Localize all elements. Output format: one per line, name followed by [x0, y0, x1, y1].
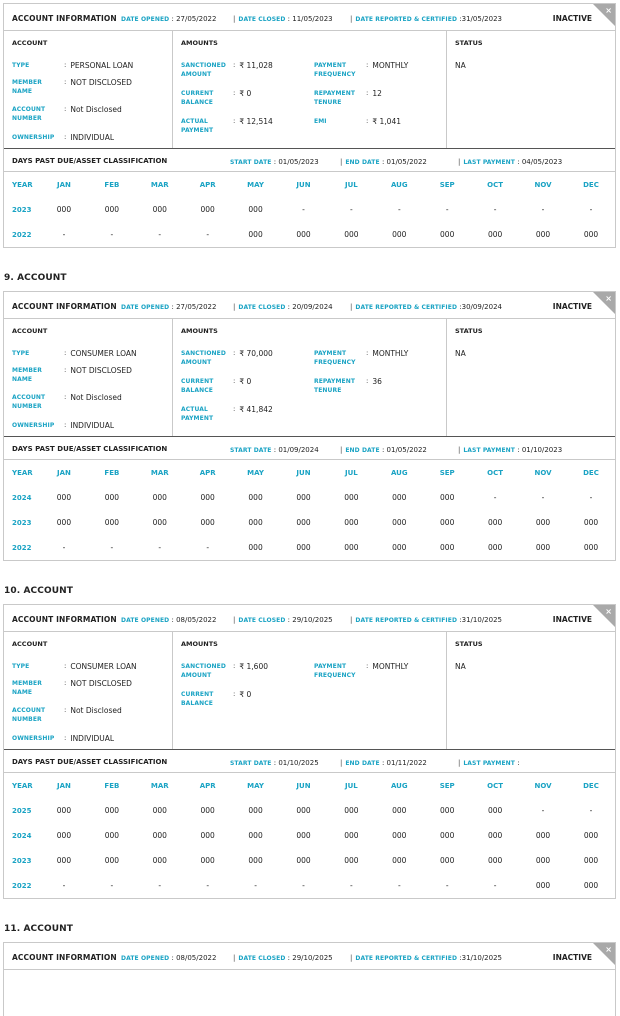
amounts-column [173, 632, 447, 749]
dpd-cell: 000 [392, 518, 407, 527]
date-closed: | DATE CLOSED : 29/10/2025 [233, 954, 333, 962]
account-info-header [4, 292, 615, 319]
dpd-cell: - [206, 543, 210, 552]
dpd-cell: 000 [344, 806, 359, 815]
dpd-cell: 000 [487, 543, 503, 552]
dpd-table [4, 773, 615, 898]
dpd-cell: 000 [487, 806, 503, 815]
account-column-title: ACCOUNT [12, 327, 48, 335]
month-column-header: JUN [296, 468, 311, 477]
repayment-tenure-field: REPAYMENT TENURE : 36 [314, 377, 382, 394]
dpd-cell: 000 [440, 543, 455, 552]
dpd-cell: 000 [583, 881, 599, 890]
account-info-header [4, 605, 615, 632]
date-opened: DATE OPENED : 27/05/2022 [121, 303, 217, 311]
dpd-cell: 000 [104, 493, 120, 502]
account-info-title: ACCOUNT INFORMATION [12, 953, 117, 962]
ownership-field: OWNERSHIP : INDIVIDUAL [12, 734, 115, 743]
type-field: TYPE : CONSUMER LOAN [12, 349, 137, 358]
dpd-row [4, 848, 615, 873]
status-value: NA [455, 662, 466, 671]
dpd-cell: 000 [248, 806, 263, 815]
date-opened: DATE OPENED : 27/05/2022 [121, 15, 217, 23]
current-balance-field: CURRENT BALANCE : ₹ 0 [181, 690, 252, 707]
dpd-cell: - [493, 493, 497, 502]
status-badge: INACTIVE [552, 14, 592, 23]
dpd-header [4, 437, 615, 460]
amounts-column [173, 31, 447, 148]
account-heading: 11. ACCOUNT [4, 924, 73, 934]
amounts-column-title: AMOUNTS [181, 39, 218, 47]
month-column-header: JUL [345, 468, 358, 477]
dpd-cell: 000 [152, 856, 167, 865]
dpd-cell: 000 [56, 493, 72, 502]
dpd-cell: 000 [56, 806, 72, 815]
dpd-cell: - [541, 806, 545, 815]
month-column-header: AUG [390, 781, 408, 790]
month-column-header: DEC [583, 468, 599, 477]
dpd-cell: - [158, 543, 162, 552]
account-number-field: ACCOUNT NUMBER : Not Disclosed [12, 393, 122, 410]
month-column-header: NOV [534, 468, 552, 477]
dpd-row [4, 873, 615, 898]
dpd-cell: - [397, 881, 401, 890]
close-icon[interactable]: × [605, 294, 612, 303]
dpd-cell: 000 [583, 518, 599, 527]
account-details [4, 31, 615, 149]
dpd-cell: 000 [440, 856, 455, 865]
date-closed: | DATE CLOSED : 11/05/2023 [233, 15, 333, 23]
dpd-row [4, 535, 615, 560]
end-date: | END DATE : 01/05/2022 [340, 446, 427, 454]
close-icon[interactable]: × [605, 945, 612, 954]
month-column-header: SEP [439, 781, 455, 790]
dpd-cell: 000 [392, 806, 407, 815]
dpd-cell: 000 [344, 831, 359, 840]
dpd-cell: - [302, 881, 305, 890]
dpd-cell: 000 [487, 856, 503, 865]
account-details [4, 632, 615, 750]
status-value: NA [455, 349, 466, 358]
type-field: TYPE : CONSUMER LOAN [12, 662, 137, 671]
dpd-cell: 000 [583, 831, 599, 840]
emi-field: EMI : ₹ 1,041 [314, 117, 401, 126]
month-column-header: OCT [487, 468, 504, 477]
dpd-cell: - [110, 230, 114, 239]
month-column-header: SEP [439, 468, 455, 477]
dpd-cell: - [62, 230, 66, 239]
dpd-cell: 000 [344, 543, 359, 552]
dpd-year: 2024 [12, 831, 32, 840]
status-column [447, 31, 615, 148]
actual-payment-field: ACTUAL PAYMENT : ₹ 41,842 [181, 405, 273, 422]
month-column-header: APR [199, 468, 216, 477]
dpd-cell: - [445, 205, 449, 214]
month-column-header: FEB [104, 180, 120, 189]
payment-frequency-field: PAYMENT FREQUENCY : MONTHLY [314, 662, 409, 679]
dpd-cell: - [350, 881, 353, 890]
month-column-header: JUN [296, 180, 311, 189]
month-column-header: APR [199, 180, 216, 189]
dpd-cell: - [541, 493, 545, 502]
dpd-cell: 000 [535, 543, 551, 552]
month-column-header: DEC [583, 781, 599, 790]
dpd-cell: 000 [248, 543, 263, 552]
account-number-field: ACCOUNT NUMBER : Not Disclosed [12, 706, 122, 723]
dpd-cell: 000 [200, 493, 215, 502]
dpd-cell: - [158, 230, 162, 239]
dpd-cell: 000 [248, 493, 263, 502]
amounts-column [173, 319, 447, 436]
status-badge: INACTIVE [552, 302, 592, 311]
dpd-cell: 000 [440, 831, 455, 840]
account-details [4, 319, 615, 437]
start-date: START DATE : 01/10/2025 [230, 759, 319, 767]
status-column-title: STATUS [455, 327, 483, 335]
dpd-cell: 000 [535, 518, 551, 527]
dpd-cell: 000 [535, 856, 551, 865]
dpd-cell: - [206, 881, 210, 890]
dpd-cell: 000 [152, 493, 167, 502]
last-payment: | LAST PAYMENT : [458, 759, 520, 767]
month-column-header: FEB [104, 781, 120, 790]
sanctioned-amount-field: SANCTIONED AMOUNT : ₹ 1,600 [181, 662, 268, 679]
dpd-cell: 000 [392, 230, 407, 239]
dpd-table [4, 172, 615, 247]
close-icon[interactable]: × [605, 6, 612, 15]
date-reported: | DATE REPORTED & CERTIFIED :30/09/2024 [350, 303, 502, 311]
dpd-cell: 000 [200, 518, 215, 527]
month-column-header: AUG [390, 180, 408, 189]
month-column-header: MAR [150, 468, 169, 477]
current-balance-field: CURRENT BALANCE : ₹ 0 [181, 89, 252, 106]
dpd-cell: 000 [392, 856, 407, 865]
end-date: | END DATE : 01/05/2022 [340, 158, 427, 166]
dpd-cell: 000 [248, 831, 263, 840]
dpd-cell: 000 [296, 831, 311, 840]
dpd-cell: 000 [583, 230, 599, 239]
end-date: | END DATE : 01/11/2022 [340, 759, 427, 767]
month-column-header: MAY [247, 180, 264, 189]
month-column-header: MAR [150, 781, 169, 790]
member-name-field: MEMBER NAME : NOT DISCLOSED [12, 679, 132, 696]
dpd-row [4, 485, 615, 510]
member-name-field: MEMBER NAME : NOT DISCLOSED [12, 78, 132, 95]
dpd-cell: - [541, 205, 545, 214]
dpd-year: 2023 [12, 518, 32, 527]
account-card [3, 604, 616, 899]
account-column [4, 319, 173, 436]
amounts-column-title: AMOUNTS [181, 327, 218, 335]
dpd-cell: 000 [296, 230, 311, 239]
actual-payment-field: ACTUAL PAYMENT : ₹ 12,514 [181, 117, 273, 134]
month-column-header: MAR [150, 180, 169, 189]
dpd-cell: - [589, 205, 593, 214]
dpd-cell: 000 [152, 518, 167, 527]
dpd-cell: - [350, 205, 353, 214]
payment-frequency-field: PAYMENT FREQUENCY : MONTHLY [314, 349, 409, 366]
year-column-header: YEAR [12, 180, 33, 189]
account-column-title: ACCOUNT [12, 39, 48, 47]
dpd-row [4, 823, 615, 848]
start-date: START DATE : 01/05/2023 [230, 158, 319, 166]
year-column-header: YEAR [12, 468, 33, 477]
dpd-cell: 000 [583, 856, 599, 865]
status-badge: INACTIVE [552, 615, 592, 624]
dpd-cell: 000 [535, 230, 551, 239]
account-column [4, 632, 173, 749]
amounts-column-title: AMOUNTS [181, 640, 218, 648]
account-heading: 9. ACCOUNT [4, 273, 67, 283]
month-column-header: OCT [487, 781, 504, 790]
dpd-year: 2022 [12, 543, 32, 552]
dpd-year: 2024 [12, 493, 32, 502]
dpd-cell: - [589, 806, 593, 815]
dpd-cell: 000 [296, 493, 311, 502]
date-opened: DATE OPENED : 08/05/2022 [121, 616, 217, 624]
dpd-cell: 000 [487, 518, 503, 527]
dpd-cell: 000 [104, 205, 120, 214]
sanctioned-amount-field: SANCTIONED AMOUNT : ₹ 11,028 [181, 61, 273, 78]
account-info-header [4, 4, 615, 31]
date-reported: | DATE REPORTED & CERTIFIED :31/05/2023 [350, 15, 502, 23]
dpd-cell: 000 [487, 230, 503, 239]
status-value: NA [455, 61, 466, 70]
dpd-cell: - [158, 881, 162, 890]
month-column-header: OCT [487, 180, 504, 189]
date-closed: | DATE CLOSED : 20/09/2024 [233, 303, 333, 311]
dpd-title: DAYS PAST DUE/ASSET CLASSIFICATION [12, 758, 168, 766]
month-column-header: JAN [57, 781, 71, 790]
dpd-cell: 000 [296, 518, 311, 527]
account-card [3, 942, 616, 1016]
repayment-tenure-field: REPAYMENT TENURE : 12 [314, 89, 382, 106]
date-closed: | DATE CLOSED : 29/10/2025 [233, 616, 333, 624]
account-card [3, 291, 616, 561]
status-badge: INACTIVE [552, 953, 592, 962]
ownership-field: OWNERSHIP : INDIVIDUAL [12, 133, 115, 142]
dpd-cell: 000 [248, 230, 263, 239]
month-column-header: JUL [345, 180, 358, 189]
dpd-cell: 000 [440, 518, 455, 527]
month-column-header: APR [199, 781, 216, 790]
dpd-cell: 000 [344, 230, 359, 239]
dpd-cell: - [110, 543, 114, 552]
dpd-cell: 000 [104, 856, 120, 865]
month-column-header: JUL [345, 781, 358, 790]
dpd-cell: 000 [200, 205, 215, 214]
dpd-cell: - [206, 230, 210, 239]
dpd-cell: 000 [344, 493, 359, 502]
dpd-cell: 000 [248, 205, 263, 214]
dpd-cell: 000 [440, 230, 455, 239]
dpd-cell: - [62, 881, 66, 890]
account-info-title: ACCOUNT INFORMATION [12, 14, 117, 23]
dpd-cell: 000 [200, 831, 215, 840]
dpd-row [4, 197, 615, 222]
type-field: TYPE : PERSONAL LOAN [12, 61, 134, 70]
dpd-cell: 000 [440, 493, 455, 502]
status-column-title: STATUS [455, 640, 483, 648]
dpd-cell: 000 [104, 831, 120, 840]
dpd-header-row [4, 773, 615, 798]
sanctioned-amount-field: SANCTIONED AMOUNT : ₹ 70,000 [181, 349, 273, 366]
account-heading: 10. ACCOUNT [4, 586, 73, 596]
dpd-cell: 000 [152, 831, 167, 840]
date-opened: DATE OPENED : 08/05/2022 [121, 954, 217, 962]
dpd-cell: 000 [56, 205, 72, 214]
month-column-header: DEC [583, 180, 599, 189]
dpd-cell: 000 [440, 806, 455, 815]
dpd-year: 2022 [12, 230, 32, 239]
status-column [447, 632, 615, 749]
month-column-header: SEP [439, 180, 455, 189]
account-card [3, 3, 616, 248]
dpd-cell: 000 [200, 806, 215, 815]
account-info-title: ACCOUNT INFORMATION [12, 615, 117, 624]
date-reported: | DATE REPORTED & CERTIFIED :31/10/2025 [350, 616, 502, 624]
dpd-cell: 000 [583, 543, 599, 552]
dpd-cell: - [589, 493, 593, 502]
dpd-cell: - [254, 881, 257, 890]
dpd-title: DAYS PAST DUE/ASSET CLASSIFICATION [12, 157, 168, 165]
dpd-cell: 000 [487, 831, 503, 840]
last-payment: | LAST PAYMENT : 04/05/2023 [458, 158, 563, 166]
dpd-header [4, 750, 615, 773]
dpd-cell: 000 [535, 831, 551, 840]
dpd-row [4, 222, 615, 247]
dpd-cell: 000 [535, 881, 551, 890]
dpd-cell: 000 [296, 543, 311, 552]
month-column-header: MAY [247, 468, 264, 477]
status-column-title: STATUS [455, 39, 483, 47]
dpd-header [4, 149, 615, 172]
dpd-cell: - [62, 543, 66, 552]
month-column-header: NOV [534, 180, 552, 189]
dpd-cell: 000 [104, 806, 120, 815]
year-column-header: YEAR [12, 781, 33, 790]
account-info-title: ACCOUNT INFORMATION [12, 302, 117, 311]
dpd-cell: 000 [200, 856, 215, 865]
dpd-cell: 000 [296, 856, 311, 865]
dpd-cell: 000 [152, 806, 167, 815]
dpd-year: 2023 [12, 205, 32, 214]
month-column-header: AUG [390, 468, 408, 477]
dpd-year: 2022 [12, 881, 32, 890]
dpd-table [4, 460, 615, 560]
month-column-header: NOV [534, 781, 552, 790]
dpd-cell: 000 [392, 543, 407, 552]
dpd-cell: 000 [152, 205, 167, 214]
dpd-cell: 000 [392, 493, 407, 502]
dpd-cell: 000 [248, 856, 263, 865]
last-payment: | LAST PAYMENT : 01/10/2023 [458, 446, 563, 454]
month-column-header: JAN [57, 468, 71, 477]
dpd-cell: - [493, 881, 497, 890]
account-column [4, 31, 173, 148]
dpd-row [4, 798, 615, 823]
dpd-year: 2023 [12, 856, 32, 865]
account-details [4, 970, 615, 1016]
account-number-field: ACCOUNT NUMBER : Not Disclosed [12, 105, 122, 122]
month-column-header: JAN [57, 180, 71, 189]
payment-frequency-field: PAYMENT FREQUENCY : MONTHLY [314, 61, 409, 78]
date-reported: | DATE REPORTED & CERTIFIED :31/10/2025 [350, 954, 502, 962]
month-column-header: FEB [104, 468, 120, 477]
ownership-field: OWNERSHIP : INDIVIDUAL [12, 421, 115, 430]
dpd-cell: 000 [56, 831, 72, 840]
dpd-title: DAYS PAST DUE/ASSET CLASSIFICATION [12, 445, 168, 453]
account-column-title: ACCOUNT [12, 640, 48, 648]
close-icon[interactable]: × [605, 607, 612, 616]
dpd-cell: 000 [248, 518, 263, 527]
dpd-row [4, 510, 615, 535]
month-column-header: MAY [247, 781, 264, 790]
dpd-cell: - [397, 205, 401, 214]
dpd-cell: 000 [296, 806, 311, 815]
start-date: START DATE : 01/09/2024 [230, 446, 319, 454]
dpd-cell: - [302, 205, 305, 214]
month-column-header: JUN [296, 781, 311, 790]
account-info-header [4, 943, 615, 970]
dpd-cell: 000 [344, 856, 359, 865]
dpd-cell: - [445, 881, 449, 890]
dpd-header-row [4, 172, 615, 197]
dpd-header-row [4, 460, 615, 485]
dpd-cell: 000 [56, 856, 72, 865]
dpd-cell: 000 [104, 518, 120, 527]
dpd-cell: 000 [56, 518, 72, 527]
current-balance-field: CURRENT BALANCE : ₹ 0 [181, 377, 252, 394]
dpd-year: 2025 [12, 806, 32, 815]
dpd-cell: - [110, 881, 114, 890]
member-name-field: MEMBER NAME : NOT DISCLOSED [12, 366, 132, 383]
dpd-cell: 000 [392, 831, 407, 840]
status-column [447, 319, 615, 436]
dpd-cell: 000 [344, 518, 359, 527]
dpd-cell: - [493, 205, 497, 214]
